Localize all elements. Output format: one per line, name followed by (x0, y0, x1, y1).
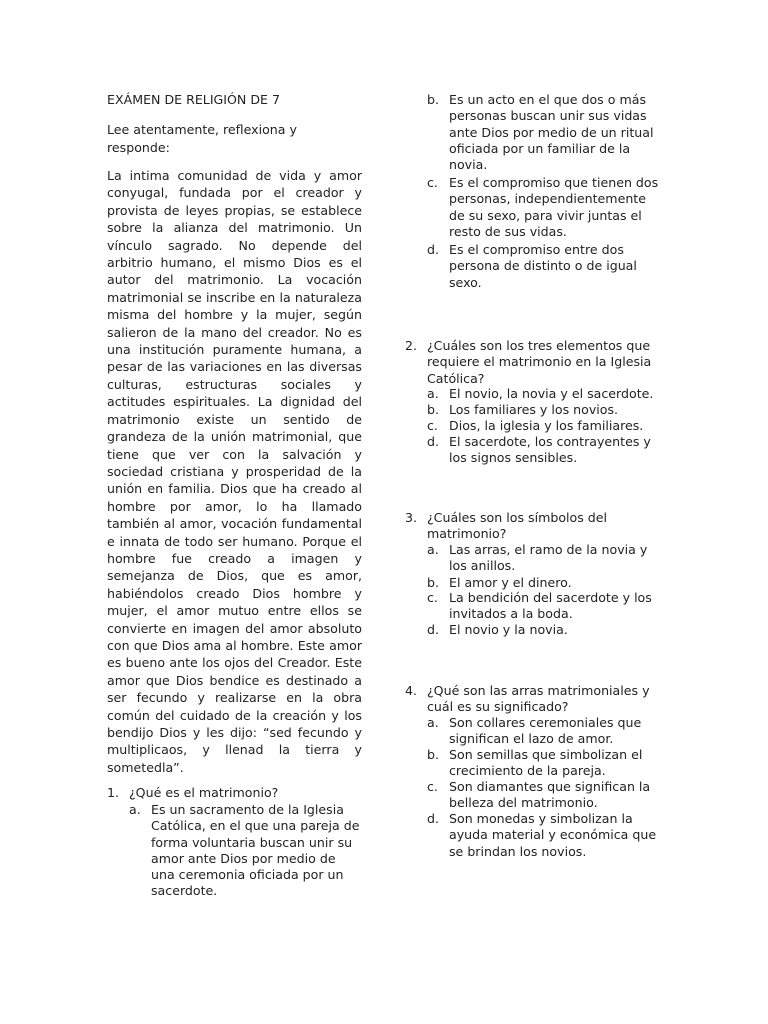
question-text: ¿Qué son las arras matrimoniales y cuál es su significado? (427, 683, 650, 715)
option-letter: c. (427, 590, 438, 605)
question-text: ¿Qué es el matrimonio? (129, 785, 279, 800)
option-text: La bendición del sacerdote y los invitados a la boda. (449, 590, 652, 622)
option-letter: a. (427, 542, 439, 557)
question-number: 2. (405, 338, 418, 353)
option-letter: d. (427, 242, 439, 257)
option-text: Es un acto en el que dos o más personas buscan unir sus vidas ante Dios por medio de un ritual oficiada por un familiar de la novia. (449, 92, 654, 173)
option-letter: b. (427, 747, 439, 762)
option-text: Son diamantes que significan la belleza del matrimonio. (449, 779, 651, 811)
option-text: Son semillas que simbolizan el crecimiento de la pareja. (449, 747, 643, 779)
question-number: 4. (405, 683, 418, 698)
question-text: ¿Cuáles son los tres elementos que requiere el matrimonio en la Iglesia Católica? (427, 338, 652, 386)
option-text: Las arras, el ramo de la novia y los anillos. (449, 542, 648, 574)
option-letter: c. (427, 175, 438, 190)
option-text: El novio, la novia y el sacerdote. (449, 386, 654, 401)
option-letter: d. (427, 434, 439, 449)
option-letter: a. (427, 386, 439, 401)
option-text: El novio y la novia. (449, 622, 568, 637)
option-letter: d. (427, 811, 439, 826)
exam-title: EXÁMEN DE RELIGIÓN DE 7 (107, 92, 281, 107)
question-number: 3. (405, 510, 418, 525)
question-number: 1. (107, 785, 120, 800)
option-text: Son monedas y simbolizan la ayuda material y económica que se brindan los novios. (449, 811, 657, 859)
option-text: Es un sacramento de la Iglesia Católica, en el que una pareja de forma voluntaria buscan unir su amor ante Dios por medio de una ceremonia oficiada por un sacerdote. (151, 802, 360, 899)
option-letter: c. (427, 779, 438, 794)
option-letter: b. (427, 575, 439, 590)
option-letter: d. (427, 622, 439, 637)
option-text: El amor y el dinero. (449, 575, 572, 590)
reading-passage: La intima comunidad de vida y amor conyugal, fundada por el creador y provista de leyes propias, se establece sobre la alianza del matrimonio. Un vínculo sagrado. No depende del arbitrio humano, el mismo Dios es el autor del matrimonio. La vocación matrimonial se inscribe en la naturaleza misma del hombre y la mujer, según salieron de la mano del creador. No es una institución puramente humana, a pesar de las variaciones en las diversas culturas, estructuras sociales y actitudes espirituales. La dignidad del matrimonio existe un sentido de grandeza de la unión matrimonial, que tiene que ver con la salvación y sociedad cristiana y prosperidad de la unión en familia. Dios que ha creado al hombre por amor, lo ha llamado también al amor, vocación fundamental e innata de todo ser humano. Porque el hombre fue creado a imagen y semejanza de Dios, que es amor, habiéndolos creado Dios hombre y mujer, el amor mutuo entre ellos se convierte en imagen del amor absoluto con que Dios ama al hombre. Este amor es bueno ante los ojos del Creador. Este amor que Dios bendice es destinado a ser fecundo y realizarse en la obra común del cuidado de la creación y los bendijo Dios y les dijo: “sed fecundo y multiplicaos, y llenad la tierra y sometedla”. (107, 168, 362, 775)
option-letter: a. (427, 715, 439, 730)
option-letter: b. (427, 402, 439, 417)
question-text: ¿Cuáles son los símbolos del matrimonio? (427, 510, 608, 542)
option-text: Es el compromiso que tienen dos personas, independientemente de su sexo, para vivir juntas el resto de sus vidas. (449, 175, 659, 239)
instructions: Lee atentamente, reflexiona y responde: (107, 122, 297, 155)
option-letter: a. (129, 802, 141, 817)
option-text: Es el compromiso entre dos persona de distinto o de igual sexo. (449, 242, 637, 290)
option-text: Los familiares y los novios. (449, 402, 619, 417)
option-text: Dios, la iglesia y los familiares. (449, 418, 644, 433)
option-letter: b. (427, 92, 439, 107)
option-letter: c. (427, 418, 438, 433)
option-text: Son collares ceremoniales que significan el lazo de amor. (449, 715, 642, 747)
option-text: El sacerdote, los contrayentes y los signos sensibles. (449, 434, 651, 466)
